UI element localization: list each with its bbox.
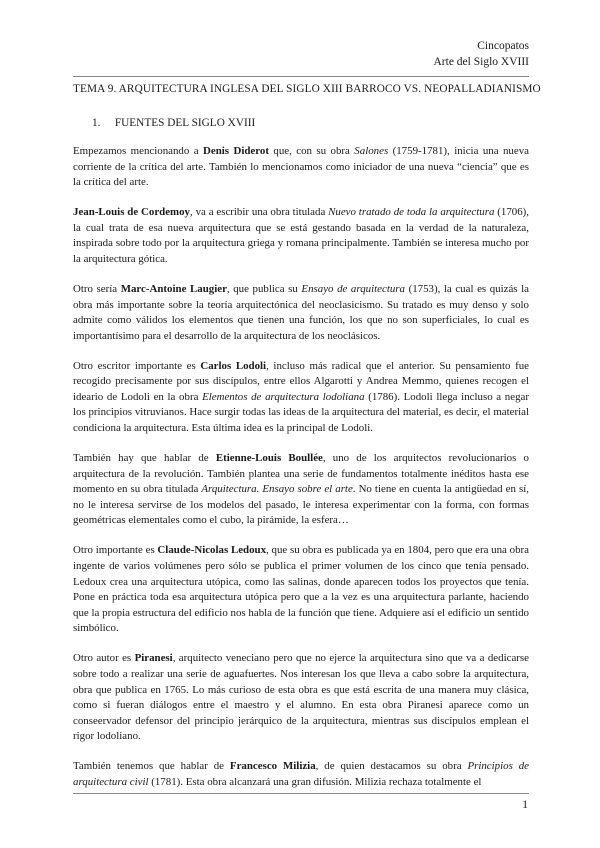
work-title: Salones [354,145,389,157]
work-title: Principios de arquitectura civil [73,760,529,788]
document-title: TEMA 9. ARQUITECTURA INGLESA DEL SIGLO XIII BARROCO VS. NEOPALLADIANISMO [73,83,541,95]
paragraph-ledoux: Otro importante es Claude-Nicolas Ledoux, que su obra es publicada ya en 1804, pero que era una obra ingente de varios volúmenes pero sólo se publica el primer volumen de los cinco que tenía pensado. Ledoux crea una arquitectura utópica, como las salinas, donde aparecen todos los proyectos que tenía. Pone en práctica toda esa arquitectura utópica pero que a la vez es una arquitectura parlante, haciendo que la propia estructura del edificio nos habla de la función que tiene. Adquiere así el edificio un sentido simbólico. [73,544,529,635]
footer-rule [73,793,529,794]
author-name: Denis Diderot [203,145,269,157]
document-body [73,144,529,805]
section-number: 1. [92,117,101,129]
header-course: Arte del Siglo XVIII [433,56,529,68]
work-title: Elementos de arquitectura lodoliana [202,390,365,403]
author-name: Claude-Nicolas Ledoux [157,544,267,557]
section-label: FUENTES DEL SIGLO XVIII [114,117,256,129]
author-name: Francesco Milizia [229,760,316,773]
author-name: Piranesi [134,652,173,665]
section-heading [92,117,255,129]
page-header [434,38,530,70]
paragraph-milizia: También tenemos que hablar de Francesco Milizia, de quien destacamos su obra Principios de arquitectura civil (1781). Esta obra alcanzará una gran difusión. Milizia rechaza totalmente el [73,760,529,788]
paragraph-piranesi: Otro autor es Piranesi, arquitecto veneciano pero que no ejerce la arquitectura sino que va a dedicarse sobre todo a realizar una serie de aguafuertes. Nos interesan los que lleva a cabo sobre la arquitectura, obra que publica en 1765. Lo más curioso de esta obra es que está escrita de una manera muy clásica, como si fueran diálogos entre el maestro y el alumno. En esta obra Piranesi aparece como un conseervador defensor del principio jerárquico de la arquitectura, mientras sus discípulos emplean el rigor lodoliano. [73,652,529,743]
paragraph-cordemoy: Jean-Louis de Cordemoy, va a escribir una obra titulada Nuevo tratado de toda la arquitectura (1706), la cual trata de esa nueva arquitectura que se está gestando basada en la verdad de la naturaleza, inspirada sobre todo por la arquitectura griega y romana principalmente. También se interesa mucho por la arquitectura gótica. [73,206,530,265]
work-title: Arquitectura. Ensayo sobre el arte [201,483,353,496]
paragraph-boullee: También hay que hablar de Etienne-Louis Boullée, uno de los arquitectos revolucionarios o arquitectura de la revolución. También plantea una serie de fundamentos totalmente inéditos hasta ese momento en su obra titulada Arquitectura. Ensayo sobre el arte. No tiene en cuenta la antigüedad en sí, no le interesa servirse de los modelos del pasado, le interesa experimentar con la forma, con formas geométricas elementales como el cubo, la pirámide, la esfera… [73,452,529,527]
header-rule [73,76,529,77]
paragraph-diderot: Empezamos mencionando a Denis Diderot que, con su obra Salones (1759-1781), inicia una nueva corriente de la crítica del arte. También lo mencionamos como iniciador de una nueva “ciencia” que es la crítica del arte. [73,145,529,189]
paragraph-lodoli: Otro escritor importante es Carlos Lodoli, incluso más radical que el anterior. Su pensamiento fue recogido precisamente por sus discípulos, entre ellos Algarotti y Andrea Memmo, quienes recogen el ideario de Lodoli en la obra Elementos de arquitectura lodoliana (1786). Lodoli llega incluso a negar los principios vitruvianos. Hace surgir todas las ideas de la arquitectura del material, es decir, el material condiciona la arquitectura. Esta última idea es la principal de Lodoli. [73,359,529,435]
author-name: Etienne-Louis Boullée [215,452,323,465]
author-name: Jean-Louis de Cordemoy [73,206,191,219]
paragraph-laugier: Otro sería Marc-Antoine Laugier, que publica su Ensayo de arquitectura (1753), la cual es quizás la obra más importante sobre la teoría arquitectónica del neoclasicismo. Su tratado es muy denso y solo admite como válidos los elementos que tienen una función, los que no son superficiales, lo cual es importantísimo para el desarrollo de la arquitectura de los neoclásicos. [73,282,529,342]
work-title: Ensayo de arquitectura [301,282,405,295]
page-number: 1 [522,799,528,811]
author-name: Carlos Lodoli [200,359,267,372]
work-title: Nuevo tratado de toda la arquitectura [328,206,495,219]
header-author: Cincopatos [477,40,529,52]
author-name: Marc-Antoine Laugier [120,282,227,295]
